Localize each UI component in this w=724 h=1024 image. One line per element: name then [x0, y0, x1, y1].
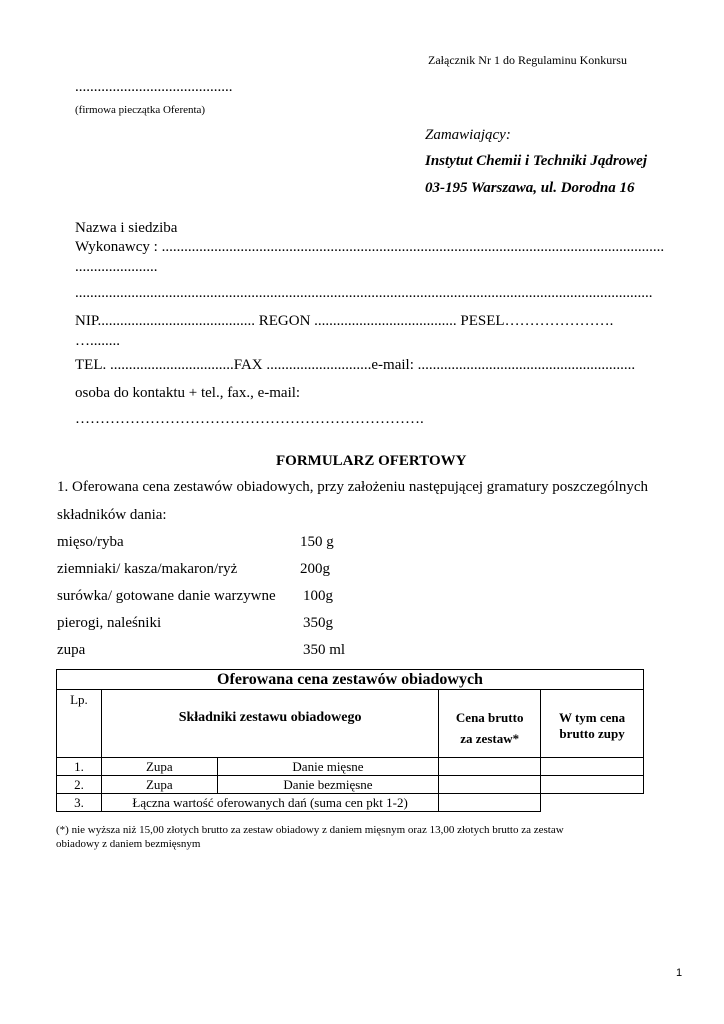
row-lp: 2.	[57, 776, 102, 794]
soup-price-input-cell[interactable]	[541, 776, 644, 794]
ingredient-name: surówka/ gotowane danie warzywne	[57, 588, 276, 604]
contractor-name-field-cont: ......................	[75, 259, 158, 275]
col-header-price	[439, 690, 541, 758]
tax-ids-line-cont: …........	[75, 333, 120, 349]
page-number: 1	[676, 967, 683, 979]
client-address: 03-195 Warszawa, ul. Dorodna 16	[425, 180, 635, 196]
form-title: FORMULARZ OFERTOWY	[276, 453, 467, 469]
row-component-b: Danie bezmięsne	[217, 776, 439, 794]
contact-numbers-line: TEL. .................................FAX ............................e-mail: ..........................................................	[75, 357, 636, 373]
ingredient-amount: 350g	[303, 615, 333, 631]
stamp-dotted-line: ..........................................	[75, 79, 233, 95]
table-row	[57, 776, 644, 794]
price-input-cell[interactable]	[439, 776, 541, 794]
ingredient-name: ziemniaki/ kasza/makaron/ryż	[57, 561, 238, 577]
table-row-total	[57, 794, 644, 812]
col-header-soup-price	[541, 690, 644, 758]
contractor-name-field: Wykonawcy : ......................................................................................................................................	[75, 239, 665, 255]
price-input-cell[interactable]	[439, 758, 541, 776]
ingredient-amount: 350 ml	[303, 642, 346, 658]
contractor-name-label: Nazwa i siedziba	[75, 220, 178, 236]
ingredient-name: mięso/ryba	[57, 534, 124, 550]
ingredient-amount: 200g	[300, 561, 330, 577]
row-component-b: Danie mięsne	[217, 758, 439, 776]
col-header-price-line2: za zestaw*	[460, 731, 520, 746]
footnote-line2: obiadowy z daniem bezmięsnym	[56, 838, 201, 850]
ingredient-name: zupa	[57, 642, 86, 658]
row-component-a: Zupa	[101, 776, 217, 794]
footnote-line1: (*) nie wyższa niż 15,00 złotych brutto za zestaw obiadowy z daniem mięsnym oraz 13,00 złotych brutto za zestaw	[56, 824, 564, 836]
col-header-soup-line2: brutto zupy	[559, 726, 625, 741]
stamp-caption: (firmowa pieczątka Oferenta)	[75, 104, 206, 116]
contact-person-label: osoba do kontaktu + tel., fax., e-mail:	[75, 385, 301, 401]
soup-price-input-cell[interactable]	[541, 758, 644, 776]
form-intro-line2: składników dania:	[57, 507, 167, 523]
col-header-price-line1: Cena brutto	[455, 710, 524, 725]
offer-price-table	[56, 669, 644, 812]
col-header-lp: Lp.	[57, 690, 102, 758]
row-lp: 3.	[57, 794, 102, 812]
row-component-a: Zupa	[101, 758, 217, 776]
total-price-input-cell[interactable]	[439, 794, 541, 812]
col-header-soup-line1: W tym cena	[558, 710, 626, 725]
table-title: Oferowana cena zestawów obiadowych	[57, 670, 644, 690]
ingredient-amount: 150 g	[300, 534, 334, 550]
ingredient-amount: 100g	[303, 588, 333, 604]
form-intro-line1: 1. Oferowana cena zestawów obiadowych, przy założeniu następującej gramatury poszczególnych	[57, 479, 648, 495]
col-header-components: Składniki zestawu obiadowego	[101, 690, 438, 758]
tax-ids-line: NIP.......................................... REGON ...................................... PESEL………………….	[75, 313, 614, 329]
empty-cell	[541, 794, 644, 812]
ingredient-name: pierogi, naleśniki	[57, 615, 162, 631]
client-label: Zamawiający:	[425, 127, 511, 143]
attachment-note: Załącznik Nr 1 do Regulaminu Konkursu	[428, 53, 627, 67]
contractor-address-field: ..........................................................................................................................................................	[75, 285, 653, 301]
contact-person-field: …………………………………………………………….	[75, 411, 424, 427]
row-lp: 1.	[57, 758, 102, 776]
client-name: Instytut Chemii i Techniki Jądrowej	[425, 153, 647, 169]
table-row	[57, 758, 644, 776]
total-label: Łączna wartość oferowanych dań (suma cen pkt 1-2)	[101, 794, 438, 812]
